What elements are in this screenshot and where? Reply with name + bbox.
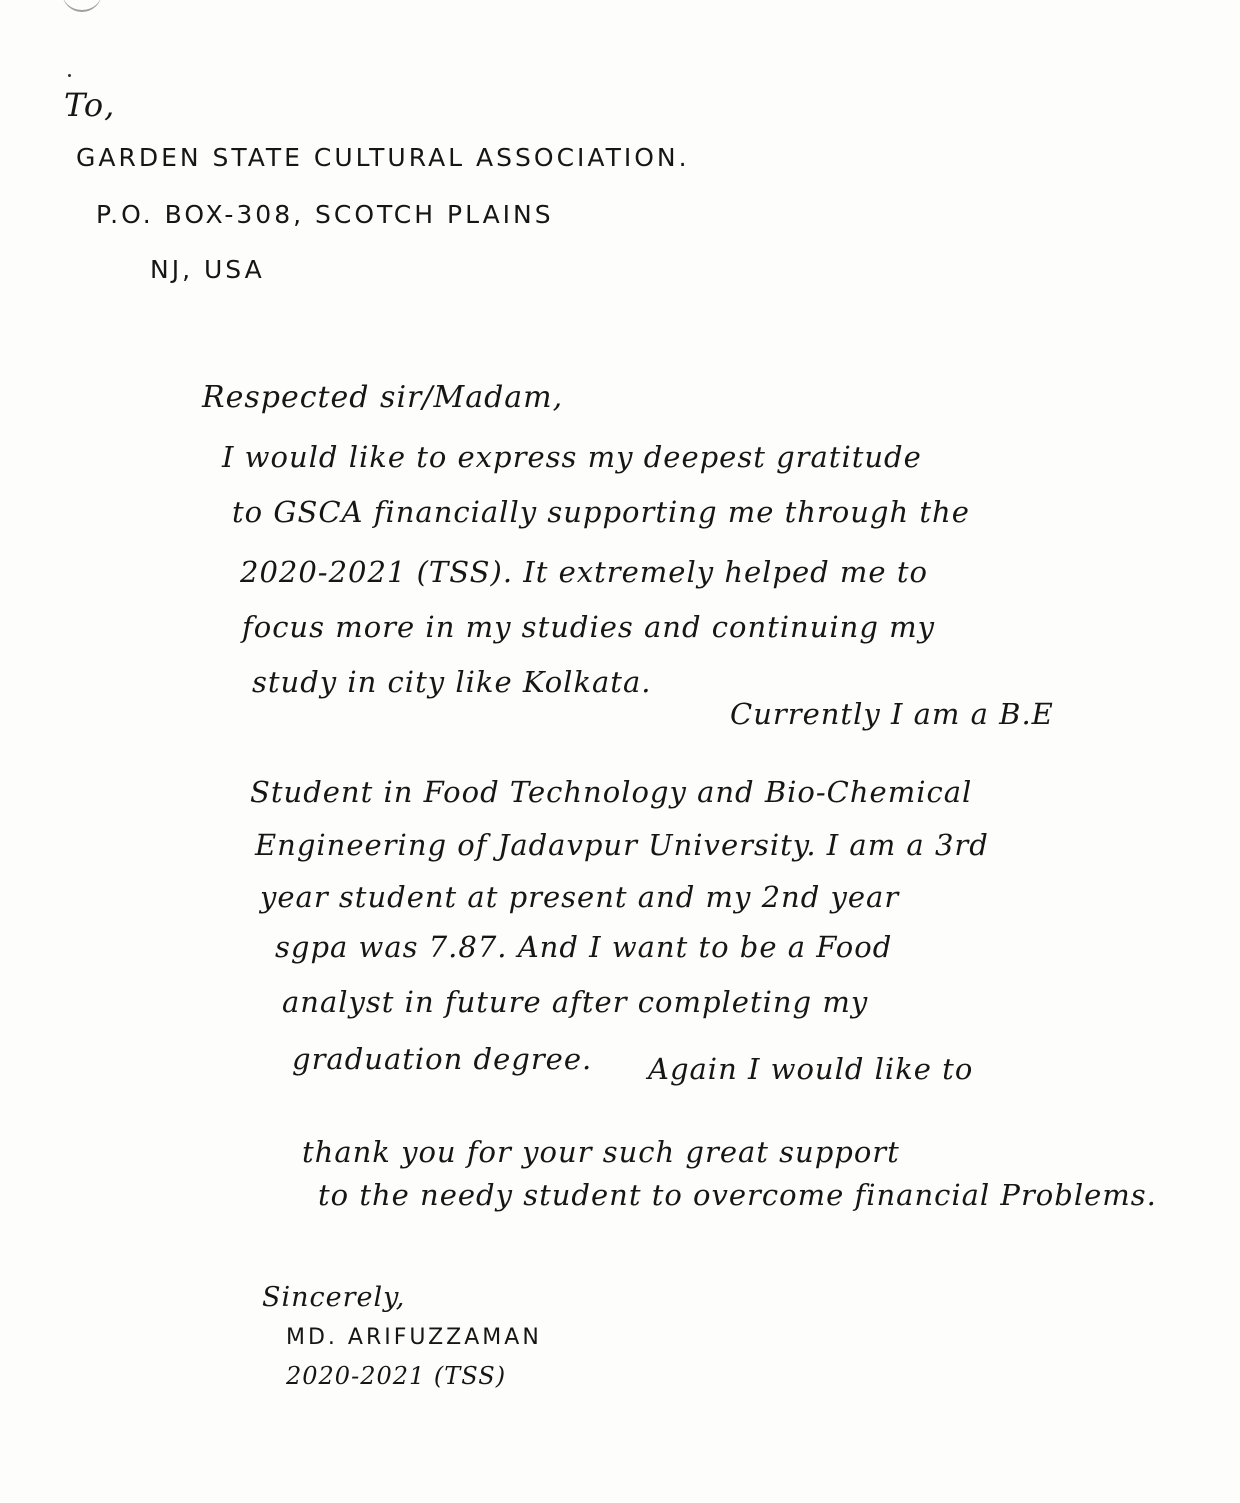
address-organization: GARDEN STATE CULTURAL ASSOCIATION.: [76, 143, 690, 172]
body-line: 2020-2021 (TSS). It extremely helped me to: [240, 555, 928, 589]
body-line: Student in Food Technology and Bio-Chemical: [250, 775, 973, 809]
body-line: to GSCA financially supporting me through the: [232, 495, 970, 529]
signature-term: 2020-2021 (TSS): [286, 1362, 507, 1390]
body-line: graduation degree.: [292, 1042, 593, 1076]
body-line: thank you for your such great support: [302, 1135, 900, 1169]
signature-name: MD. ARIFUZZAMAN: [286, 1325, 542, 1350]
body-line: sgpa was 7.87. And I want to be a Food: [275, 930, 893, 964]
ink-dot: [68, 74, 71, 77]
closing-sincerely: Sincerely,: [262, 1282, 406, 1313]
body-line: I would like to express my deepest gratitude: [222, 440, 922, 474]
body-line: Again I would like to: [648, 1052, 974, 1086]
body-line: focus more in my studies and continuing my: [242, 610, 936, 644]
address-to: To,: [64, 86, 116, 124]
body-line: Currently I am a B.E: [730, 697, 1054, 731]
body-line: to the needy student to overcome financial Problems.: [318, 1178, 1157, 1212]
address-state-country: NJ, USA: [150, 255, 265, 284]
address-po-box: P.O. BOX-308, SCOTCH PLAINS: [96, 200, 554, 229]
body-line: analyst in future after completing my: [282, 985, 869, 1019]
salutation: Respected sir/Madam,: [202, 380, 564, 415]
body-line: study in city like Kolkata.: [252, 665, 652, 699]
corner-pen-mark: [62, 0, 102, 12]
body-line: year student at present and my 2nd year: [260, 880, 900, 914]
body-line: Engineering of Jadavpur University. I am a 3rd: [255, 828, 989, 862]
